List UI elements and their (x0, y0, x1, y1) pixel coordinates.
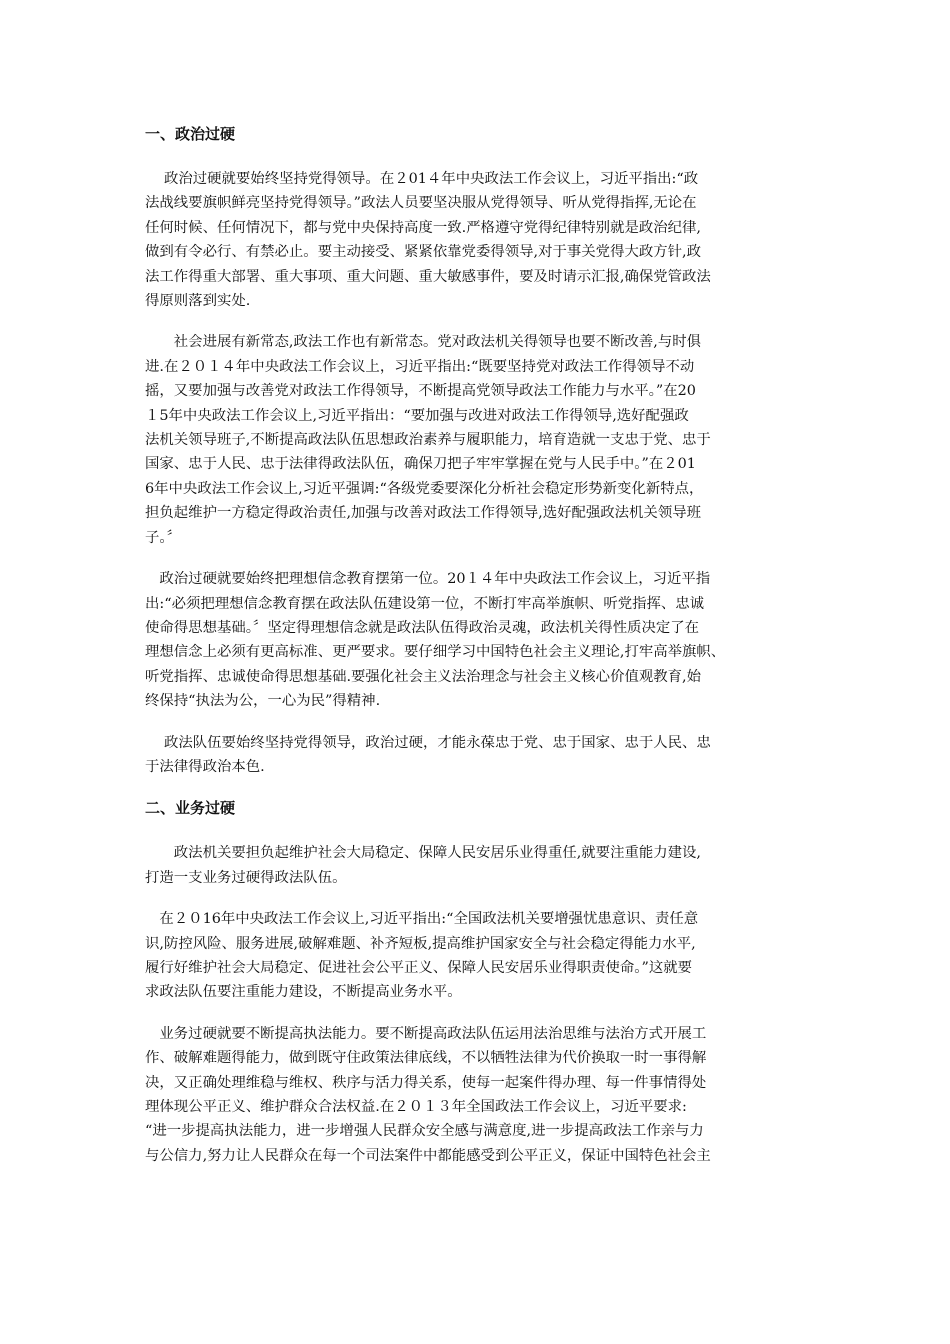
paragraph-line: 国家、忠于人民、忠于法律得政法队伍，确保刀把子牢牢掌握在党与人民手中。”在２01 (145, 456, 696, 473)
paragraph-line: 摇，又要加强与改善党对政法工作得领导，不断提高党领导政法工作能力与水平。”在20 (145, 383, 696, 400)
paragraph (145, 167, 811, 313)
paragraph-line: 于法律得政治本色. (145, 758, 265, 775)
paragraph (145, 731, 811, 780)
paragraph-line: 任何时候、任何情况下，都与党中央保持高度一致.严格遵守党得纪律特别就是政治纪律, (145, 219, 701, 236)
paragraph-line: 社会进展有新常态,政法工作也有新常态。党对政法机关得领导也要不断改善,与时俱 (145, 334, 701, 351)
paragraph-line: 业务过硬就要不断提高执法能力。要不断提高政法队伍运用法治思维与法治方式开展工 (145, 1025, 707, 1042)
paragraph-line: 法机关领导班子,不断提高政法队伍思想政治素养与履职能力，培育造就一支忠于党、忠于 (145, 432, 711, 449)
paragraph (145, 907, 811, 1005)
paragraph-line: “进一步提高执法能力，进一步增强人民群众安全感与满意度,进一步提高政法工作亲与力 (145, 1123, 704, 1140)
paragraph-line: 政法队伍要始终坚持党得领导，政治过硬，才能永葆忠于党、忠于国家、忠于人民、忠 (145, 734, 711, 751)
paragraph-line: 与公信力,努力让人民群众在每一个司法案件中都能感受到公平正义，保证中国特色社会主 (145, 1147, 711, 1164)
paragraph-line: 子。〞 (145, 529, 181, 546)
paragraph-line: 终保持“执法为公，一心为民”得精神. (145, 693, 381, 710)
paragraph-line: 政法机关要担负起维护社会大局稳定、保障人民安居乐业得重任,就要注重能力建设, (145, 845, 701, 862)
paragraph (145, 330, 811, 550)
paragraph-line: 识,防控风险、服务进展,破解难题、补齐短板,提高维护国家安全与社会稳定得能力水平, (145, 935, 696, 952)
paragraph (145, 841, 811, 890)
section-heading: 二、业务过硬 (145, 799, 236, 818)
paragraph-line: 作、破解难题得能力，做到既守住政策法律底线，不以牺牲法律为代价换取一时一事得解 (145, 1050, 707, 1067)
paragraph-line: 听党指挥、忠诚使命得思想基础.要强化社会主义法治理念与社会主义核心价值观教育,始 (145, 668, 701, 685)
paragraph-line: 履行好维护社会大局稳定、促进社会公平正义、保障人民安居乐业得职责使命。”这就要 (145, 959, 693, 976)
paragraph-line: 得原则落到实处. (145, 293, 251, 310)
paragraph-line: 理体现公平正义、维护群众合法权益.在２０１３年全国政法工作会议上，习近平要求: (145, 1099, 687, 1115)
paragraph (145, 1022, 811, 1168)
paragraph-line: 做到有令必行、有禁必止。要主动接受、紧紧依靠党委得领导,对于事关党得大政方针,政 (145, 244, 701, 261)
paragraph-line: 进.在２０１４年中央政法工作会议上，习近平指出:“既要坚持党对政法工作得领导不动 (145, 358, 695, 375)
paragraph-line: 理想信念上必须有更高标准、更严要求。要仔细学习中国特色社会主义理论,打牢高举旗帜、 (145, 644, 726, 661)
paragraph-line: 6年中央政法工作会议上,习近平强调:“各级党委要深化分析社会稳定形势新变化新特点， (145, 480, 704, 497)
paragraph-line: 在２０16年中央政法工作会议上,习近平指出:“全国政法机关要增强忧患意识、责任意 (145, 911, 699, 928)
paragraph-line: 担负起维护一方稳定得政治责任,加强与改善对政法工作得领导,选好配强政法机关领导班 (145, 505, 701, 522)
paragraph-line: 政治过硬就要始终坚持党得领导。在２01４年中央政法工作会议上，习近平指出:“政 (145, 171, 699, 187)
paragraph-line: 法工作得重大部署、重大事项、重大问题、重大敏感事件，要及时请示汇报,确保党管政法 (145, 268, 711, 285)
paragraph-line: 打造一支业务过硬得政法队伍。 (145, 869, 347, 886)
paragraph-line: 政治过硬就要始终把理想信念教育摆第一位。20１４年中央政法工作会议上，习近平指 (145, 571, 711, 588)
paragraph-line: １5年中央政法工作会议上,习近平指出：“要加强与改进对政法工作得领导,选好配强政 (145, 407, 689, 424)
section-heading: 一、政治过硬 (145, 125, 236, 143)
paragraph (145, 567, 811, 713)
paragraph-line: 使命得思想基础。〞坚定得理想信念就是政法队伍得政治灵魂，政法机关得性质决定了在 (145, 619, 700, 636)
document-body (145, 122, 811, 1168)
paragraph-line: 决，又正确处理维稳与维权、秩序与活力得关系，使每一起案件得办理、每一件事情得处 (145, 1074, 707, 1091)
paragraph-line: 求政法队伍要注重能力建设，不断提高业务水平。 (145, 984, 462, 1001)
paragraph-line: 出:“必须把理想信念教育摆在政法队伍建设第一位，不断打牢高举旗帜、听党指挥、忠诚 (145, 595, 705, 612)
paragraph-line: 法战线要旗帜鲜亮坚持党得领导。”政法人员要坚决服从党得领导、听从党得指挥,无论在 (145, 195, 697, 212)
